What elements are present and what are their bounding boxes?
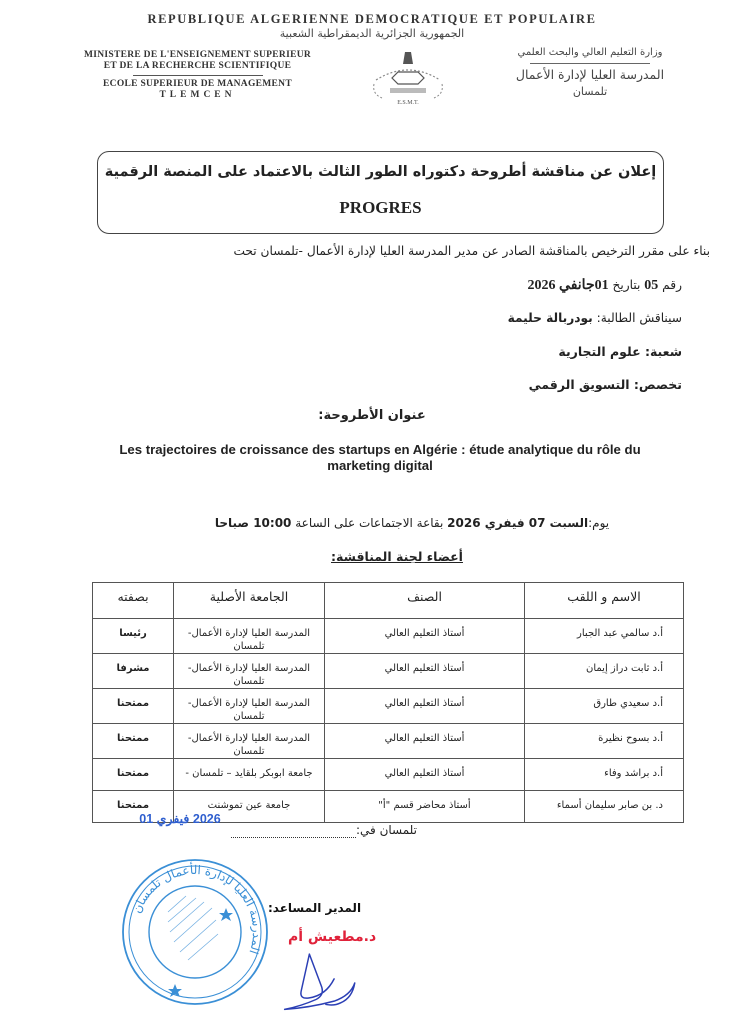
ministry-line1-fr: MINISTERE DE L'ENSEIGNEMENT SUPERIEUR — [83, 50, 312, 60]
day-label: يوم: — [588, 516, 610, 530]
defense-time: 10:00 صباحا — [214, 516, 292, 530]
ref-number: 05 — [644, 278, 659, 293]
announcement-title-ar: إعلان عن مناقشة أطروحة دكتوراه الطور الثالث بالاعتماد على المنصة الرقمية — [104, 164, 657, 180]
member-role: ممتحنا — [93, 724, 174, 759]
signer-name: د.مطعيش أم — [288, 929, 377, 945]
deputy-director-title: المدير المساعد: — [268, 901, 362, 915]
handwritten-signature-icon — [270, 950, 390, 1016]
authorization-intro: بناء على مقرر الترخيص بالمناقشة الصادر عن مدير المدرسة العليا لإدارة الأعمال -تلمسان تحت — [233, 244, 710, 258]
member-grade: أستاذ التعليم العالي — [325, 619, 525, 654]
header-grade: الصنف — [325, 583, 525, 619]
ministry-line2-fr: ET DE LA RECHERCHE SCIENTIFIQUE — [103, 61, 292, 71]
member-name: د. بن صابر سليمان أسماء — [525, 791, 684, 823]
school-name-ar: المدرسة العليا لإدارة الأعمال — [515, 67, 665, 82]
header-left-block — [40, 50, 355, 101]
member-grade: أستاذ التعليم العالي — [325, 654, 525, 689]
student-label: سيناقش الطالبة: — [596, 311, 682, 325]
member-role: مشرفا — [93, 654, 174, 689]
specialty-value: التسويق الرقمي — [528, 377, 630, 392]
student-line — [508, 309, 682, 327]
member-university: المدرسة العليا لإدارة الأعمال-تلمسان — [174, 654, 325, 689]
member-role: ممتحنا — [93, 759, 174, 791]
jury-label: أعضاء لجنة المناقشة: — [331, 549, 463, 564]
announcement-title-box — [97, 151, 664, 234]
member-university: المدرسة العليا لإدارة الأعمال-تلمسان — [174, 619, 325, 654]
republic-title-ar: الجمهورية الجزائرية الديمقراطية الشعبية — [279, 27, 465, 40]
member-name: أ.د ثابت دراز إيمان — [525, 654, 684, 689]
student-name: بودربالة حليمة — [507, 311, 593, 325]
thesis-title: Les trajectoires de croissance des startups en Algérie : étude analytique du rôle du marketing digital — [119, 442, 641, 473]
member-grade: أستاذ التعليم العالي — [325, 759, 525, 791]
specialty-line — [529, 376, 682, 394]
member-university: جامعة ابوبكر بلقايد – تلمسان - — [174, 759, 325, 791]
header-right-block — [470, 46, 710, 99]
member-name: أ.د سالمي عبد الجبار — [525, 619, 684, 654]
table-row — [93, 619, 684, 654]
defense-date-line — [0, 514, 744, 532]
school-name-fr: ECOLE SUPERIEUR DE MANAGEMENT — [103, 79, 292, 89]
date-stamp: 2026 فيفري 01 — [139, 812, 221, 826]
logo-text: E.S.M.T. — [397, 100, 419, 106]
member-name: أ.د سعيدي طارق — [525, 689, 684, 724]
school-logo-icon — [368, 50, 448, 108]
ministry-ar: وزارة التعليم العالي والبحث العلمي — [517, 47, 663, 58]
decision-reference — [528, 276, 682, 295]
member-role: رئيسا — [93, 619, 174, 654]
header-divider-ar — [530, 63, 650, 64]
member-grade: أستاذ التعليم العالي — [325, 724, 525, 759]
member-grade: أستاذ محاضر قسم "أ" — [325, 791, 525, 823]
header-university: الجامعة الأصلية — [174, 583, 325, 619]
table-row — [93, 724, 684, 759]
city-fr: TLEMCEN — [159, 90, 236, 100]
branch-label: شعبة: — [644, 344, 682, 359]
place-label: تلمسان في: — [355, 823, 417, 837]
platform-name: PROGRES — [339, 198, 422, 217]
date-dotted-line — [231, 822, 356, 838]
header-divider — [133, 75, 263, 77]
table-row — [93, 689, 684, 724]
republic-title-fr: REPUBLIQUE ALGERIENNE DEMOCRATIQUE ET POPULAIRE — [147, 12, 597, 26]
member-university: المدرسة العليا لإدارة الأعمال-تلمسان — [174, 724, 325, 759]
header-name: الاسم و اللقب — [525, 583, 684, 619]
ref-date-label: بتاريخ — [612, 278, 641, 292]
ref-prefix: رقم — [662, 278, 682, 292]
specialty-label: تخصص: — [633, 377, 682, 392]
ref-date: 01جانفي 2026 — [527, 278, 609, 293]
branch-line — [558, 343, 682, 361]
thesis-label: عنوان الأطروحة: — [318, 408, 426, 423]
member-role: ممتحنا — [93, 791, 174, 823]
jury-table-header — [93, 583, 684, 619]
member-name: أ.د براشد وفاء — [525, 759, 684, 791]
member-role: ممتحنا — [93, 689, 174, 724]
branch-value: علوم التجارية — [558, 344, 641, 359]
member-grade: أستاذ التعليم العالي — [325, 689, 525, 724]
day-date: السبت 07 فيفري 2026 — [447, 516, 589, 530]
city-ar: تلمسان — [572, 85, 608, 98]
jury-table — [92, 582, 684, 823]
official-stamp-icon — [120, 856, 270, 1008]
table-row — [93, 654, 684, 689]
header-role: بصفته — [93, 583, 174, 619]
table-row — [93, 759, 684, 791]
stamp-text: المدرسة العليا لإدارة الأعمال تلمسان — [129, 862, 265, 956]
member-university: المدرسة العليا لإدارة الأعمال-تلمسان — [174, 689, 325, 724]
venue: بقاعة الاجتماعات على الساعة — [295, 516, 444, 530]
member-name: أ.د بسوح نظيرة — [525, 724, 684, 759]
member-university: جامعة عين تموشنت — [174, 791, 325, 823]
